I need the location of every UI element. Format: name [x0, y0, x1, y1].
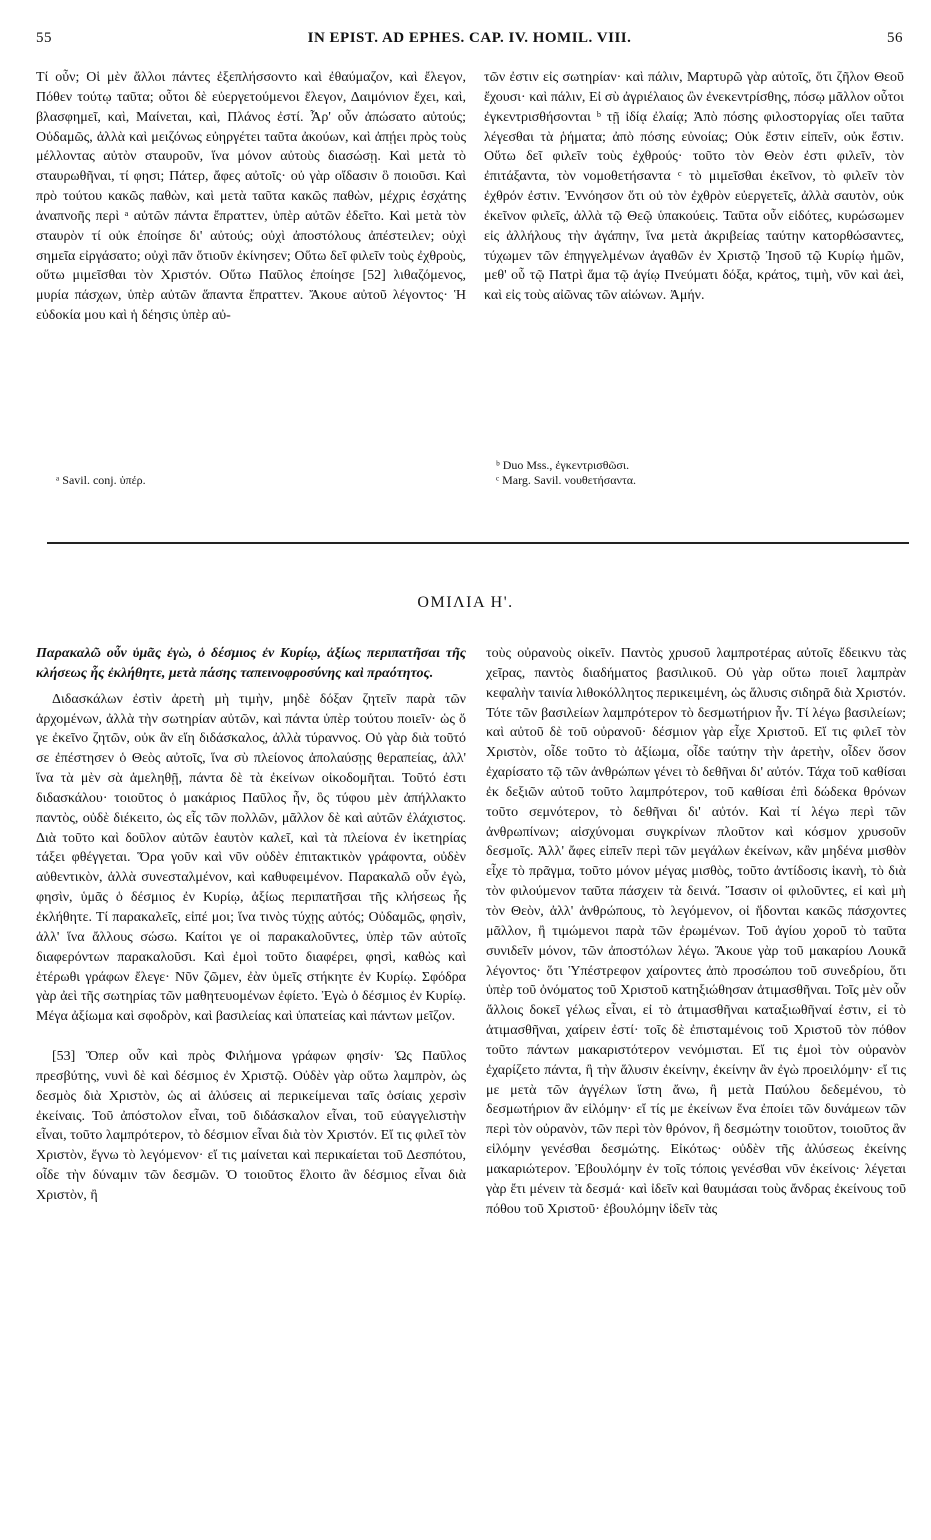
footnotes-right: [496, 458, 636, 488]
bottom-right-paragraph: τοὺς οὐρανοὺς οἰκεῖν. Παντὸς χρυσοῦ λαμπροτέρας αὐτοῖς ἔδεικνυ τὰς χεῖρας, παντὸς διαδήματος βασιλικοῦ. Οὐ γὰρ οὕτω ποιεῖ λαμπρὰν κεφαλὴν ταινία λιθοκόλλητος περικειμένη, ὡς ἅλυσις σιδηρᾶ διὰ Χριστόν. Τότε τῶν βασιλείων λαμπρότερον τὸ δεσμωτήριον ἦν. Τί λέγω βασιλείων; καὶ αὐτοῦ δὲ τοῦ οὐρανοῦ· δέσμιον γὰρ εἶχε Χριστοῦ. Εἴ τις φιλεῖ τὸν Χριστὸν, οἶδε τοῦτο τὸ ἀξίωμα, οἶδε ταύτην τὴν ἀρετὴν, οἶδεν ὅσον ἐχαρίσατο τῷ τῶν ἀνθρώπων γένει τὸ δεθῆναι δι' αὐτόν. Τάχα τοῦ καθίσαι ἐκ δεξιῶν αὐτοῦ τοῦτο λαμπρότερον, τοῦ καθίσαι ἐπὶ δώδεκα θρόνων τοῦτο σεμνότερον, τὸ δεθῆναι δι' αὐτόν. Καὶ τί λέγω περὶ τῶν ἀνθρωπίνων; αἰσχύνομαι συγκρίνων πλοῦτον καὶ κόσμον χρυσοῦν δεσμοῖς. Ἀλλ' ἄφες εἰπεῖν περὶ τῶν μεγάλων ἐκείνων, κἂν μηδένα μισθὸν εἶχε τὸ πρᾶγμα, τοῦτο μόνον μέγας μισθὸς, τοῦτο ἀντίδοσις ἱκανὴ, τὸ διὰ τὸν φιλούμενον ταῦτα πάσχειν τὰ δεινά. Ἴσασιν οἱ φιλοῦντες, εἰ καὶ μὴ τὸν Θεὸν, ἀλλ' ἀνθρώπους, τὸ λεγόμενον, οἱ ἥδονται κακῶς πάσχοντες μᾶλλον, ἢ τιμώμενοι παρὰ τῶν ἐρωμένων. Τοῦ ἁγίου χοροῦ τὸ ταῦτα συνιδεῖν μόνον, τῶν ἀποστόλων λέγω. Ἄκουε γὰρ τοῦ μακαρίου Λουκᾶ λέγοντος· ὅτι Ὑπέστρεφον χαίροντες ἀπὸ προσώπου τοῦ συνεδρίου, ὅτι ὑπὲρ τοῦ ὀνόματος τοῦ Χριστοῦ κατηξιώθησαν ἀτιμασθῆναι. Τοῖς μὲν οὖν ἄλλοις δοκεῖ γέλως εἶναι, εἰ τὸ ἀτιμασθῆναι καταξιωθῆναί ἐστιν, εἰ τὸ ἀτιμασθῆναι, χαίρειν ἐστί· τοῖς δὲ ἐπισταμένοις τοῦ Χριστοῦ τὸν πόθον τοῦτο πάντων μακαριστότερον νενόμισται. Εἴ τις ἐμοὶ τὸν οὐρανὸν ἐχαρίζετο πάντα, ἢ τὴν ἅλυσιν ἐκείνην, ἐκείνην ἂν ἐγὼ προειλόμην· εἴ τις με μετὰ τῶν ἀγγέλων ἵστη ἄνω, ἢ μετὰ Παύλου δεδεμένου, τὸ δεσμωτήριον ἂν εἱλόμην· εἴ τίς με ἐκείνων ἕνα ἐποίει τῶν δυνάμεων τῶν περὶ τὸν οὐρανὸν, τῶν περὶ τὸν θρόνον, ἢ δεσμώτην τοιοῦτον, τοιοῦτος ἂν εἱλόμην γενέσθαι δεσμώτης. Εἰκότως· οὐδὲν τῆς ἁλύσεως ἐκείνης μακαριώτερον. Ἐβουλόμην ἐν τοῖς τόποις γενέσθαι νῦν ἐκείνοις· λέγεται γὰρ ἔτι μένειν τὰ δεσμά· καὶ ἰδεῖν καὶ θαυμάσαι τοὺς ἄνδρας ἐκείνους τοῦ πόθου τοῦ Χριστοῦ· ἐβουλόμην ἰδεῖν τὰς: [486, 646, 906, 1217]
section-divider: [47, 542, 909, 544]
footnote-c: ᶜ Marg. Savil. νουθετήσαντα.: [496, 473, 637, 487]
footnote-b: ᵇ Duo Mss., ἐγκεντρισθῶσι.: [496, 458, 630, 472]
left-page-number: 55: [36, 30, 52, 46]
homily-paragraph-1: Διδασκάλων ἐστὶν ἀρετὴ μὴ τιμὴν, μηδὲ δόξαν ζητεῖν παρὰ τῶν ἀρχομένων, ἀλλὰ τὴν σωτηρίαν αὐτῶν, καὶ πάντα ὑπὲρ τούτου ποιεῖν· ὡς ὅ γε ἐκεῖνο ζητῶν, οὐκ ἂν εἴη διδάσκαλος, ἀλλὰ τύραννος. Οὐ γὰρ διὰ τοῦτό σε ἐπέστησεν ὁ Θεὸς αὐτοῖς, ἵνα σὺ πλείονος ἀπολαύσῃς θεραπείας, ἀλλ' ἵνα τὰ μὲν σὰ ἀμεληθῇ, πάντα δὲ τὰ ἐκείνων οἰκοδομῆται. Τοῦτό ἐστι διδασκάλου· τοιοῦτος ὁ μακάριος Παῦλος ἦν, ὃς τύφου μὲν ἀπήλλακτο παντὸς, οὐδὲ διέκειτο, ὡς εἷς τῶν πολλῶν, μᾶλλον δὲ καὶ αὐτῶν ἐλάχιστος. Διὰ τοῦτο καὶ δοῦλον αὐτῶν ἑαυτὸν καλεῖ, καὶ τὰ πλείονα ἐν ἱκετηρίας τάξει φθέγγεται. Ὅρα γοῦν καὶ νῦν οὐδὲν ἐπιτακτικὸν γράφοντα, οὐδὲν αὐθεντικὸν, ἀλλὰ συνεσταλμένον, καὶ καθυφειμένον. Παρακαλῶ οὖν ἐγὼ, φησὶν, ὑμᾶς ὁ δέσμιος ἐν Κυρίῳ, ἀξίως περιπατῆσαι τῆς κλήσεως ἧς ἐκλήθητε. Τί παρακαλεῖς, εἰπέ μοι; ἵνα τινὸς τύχῃς αὐτός; Οὐδαμῶς, φησὶν, ἀλλ' ἵνα ἄλλους σώσω. Καίτοι γε οἱ παρακαλοῦντες, ὑπὲρ τῶν αὐτοῖς διαφερόντων παρακαλοῦσι. Καὶ ἐμοὶ τοῦτο διαφέρει, φησὶ, καθὼς καὶ ἑτέρωθι γράφων ἔλεγε· Νῦν ζῶμεν, ἐὰν ὑμεῖς στήκητε ἐν Κυρίῳ. Σφόδρα γὰρ ἀεὶ τῆς σωτηρίας τῶν μαθητευομένων ἐφίετο. Ἐγὼ ὁ δέσμιος ἐν Κυρίῳ. Μέγα ἀξίωμα καὶ σφοδρὸν, καὶ βασιλείας καὶ ὑπατείας καὶ πάντων μεῖζον.: [36, 691, 466, 1025]
bottom-left-column: [36, 644, 466, 1206]
scripture-lead: Παρακαλῶ οὖν ὑμᾶς ἐγὼ, ὁ δέσμιος ἐν Κυρίῳ, ἀξίως περιπατῆσαι τῆς κλήσεως ἧς ἐκλήθητε, μετὰ πάσης ταπεινοφροσύνης καὶ πραότητος.: [36, 646, 466, 681]
right-page-number: 56: [887, 30, 903, 46]
running-title: IN EPIST. AD EPHES. CAP. IV. HOMIL. VIII.: [307, 30, 632, 46]
paragraph-gap: [36, 1027, 466, 1047]
footnote-left: ᵃ Savil. conj. ὑπέρ.: [56, 473, 146, 487]
running-header: [36, 30, 903, 56]
top-left-column: [36, 68, 466, 326]
top-right-paragraph: τῶν ἐστιν εἰς σωτηρίαν· καὶ πάλιν, Μαρτυρῶ γὰρ αὐτοῖς, ὅτι ζῆλον Θεοῦ ἔχουσι· καὶ πάλιν, Εἰ σὺ ἀγριέλαιος ὢν ἐνεκεντρίσθης, πόσῳ μᾶλλον οὗτοι ἐγκεντρισθήσονται ᵇ τῇ ἰδίᾳ ἐλαίᾳ; Ἀπὸ πόσης φιλοστοργίας οἴει ταῦτα λέγεσθαι τὰ ῥήματα; ἀπὸ πόσης εὐνοίας; Οὐκ ἔστιν εἰπεῖν, οὐκ ἔστιν. Οὕτω δεῖ φιλεῖν τοὺς ἐχθρούς· τοῦτο τὸν Θεὸν ἐστι φιλεῖν, τὸν ἐπιτάξαντα, τὸν νομοθετήσαντα ᶜ τὸ μιμεῖσθαι ἐκεῖνον, τὸ φιλεῖν τὸν ἐχθρόν ἐστιν. Ἐννόησον ὅτι οὐ τὸν ἐχθρὸν εὐεργετεῖς, ἀλλὰ σαυτὸν, οὐκ ἐκεῖνον φιλεῖς, ἀλλὰ τῷ Θεῷ ὑπακούεις. Ταῦτα οὖν εἰδότες, κυρώσωμεν εἰς ἀλλήλους τὴν ἀγάπην, ἵνα μετὰ ἀκριβείας ταύτην κατορθώσαντες, τύχωμεν τῶν ἐπηγγελμένων ἀγαθῶν ἐν Χριστῷ Ἰησοῦ τῷ Κυρίῳ ἡμῶν, μεθ' οὗ τῷ Πατρὶ ἅμα τῷ ἁγίῳ Πνεύματι δόξα, κράτος, τιμὴ, νῦν καὶ ἀεὶ, καὶ εἰς τοὺς αἰῶνας τῶν αἰώνων. Ἀμήν.: [484, 70, 904, 304]
homily-paragraph-2: [53] Ὅπερ οὖν καὶ πρὸς Φιλήμονα γράφων φησίν· Ὡς Παῦλος πρεσβύτης, νυνὶ δὲ καὶ δέσμιος ἐν Χριστῷ. Οὐδὲν γὰρ οὕτω λαμπρὸν, ὡς δεσμὸς διὰ Χριστὸν, ὡς αἱ ἁλύσεις αἱ περικείμεναι ταῖς ὁσίαις χερσὶν ἐκείναις. Τοῦ ἀπόστολον εἶναι, τοῦ διδάσκαλον εἶναι, τοῦ εὐαγγελιστὴν εἶναι, τοῦτο λαμπρότερον, τὸ δέσμιον εἶναι διὰ τὸν Χριστόν. Εἴ τις φιλεῖ τὸν Χριστὸν, ἔγνω τὸ λεγόμενον· εἴ τις μαίνεται καὶ περικαίεται τοῦ Δεσπότου, οἶδε τὴν δύναμιν τῶν δεσμῶν. Ὁ τοιοῦτος ἕλοιτο ἂν δέσμιος εἶναι διὰ Χριστὸν, ἢ: [36, 1049, 466, 1203]
bottom-right-column: [486, 644, 906, 1219]
top-right-column: [484, 68, 904, 306]
homily-title: ΟΜΙΛΙΑ Η'.: [417, 594, 514, 611]
top-left-paragraph: Τί οὖν; Οἱ μὲν ἄλλοι πάντες ἐξεπλήσσοντο καὶ ἐθαύμαζον, καὶ ἔλεγον, Πόθεν τούτῳ ταῦτα; οὗτοι δὲ εὐεργετούμενοι ἔλεγον, Δαιμόνιον ἔχει, καὶ, βλασφημεῖ, καὶ, Μαίνεται, καὶ, Πλάνος ἐστί. Ἆρ' οὖν ἀπώσατο αὐτούς; Οὐδαμῶς, ἀλλὰ καὶ μειζόνως εὐηργέτει ταῦτα ἀκούων, καὶ ἀπῄει πρὸς τοὺς μέλλοντας αὐτὸν σταυροῦν, ἵνα μόνον αὐτοὺς διασώσῃ. Καὶ μετὰ τὸ σταυρωθῆναι, τί φησι; Πάτερ, ἄφες αὐτοῖς· οὐ γὰρ οἴδασιν ὃ ποιοῦσι. Καὶ πρὸ τούτου κακῶς παθὼν, καὶ μετὰ ταῦτα κακῶς παθὼν, μέχρις ἐσχάτης ἀναπνοῆς περὶ ᵃ αὐτῶν πάντα ἔπραττεν, ὑπὲρ αὐτῶν ἐδεῖτο. Καὶ μετὰ τὸν σταυρὸν τί οὐκ ἐποίησε δι' αὐτούς; οὐχὶ ἀποστόλους ἀπέστειλεν; οὐχὶ σημεῖα εἰργάσατο; οὐχὶ πᾶν ὅτιοῦν ἐκίνησεν; Οὕτω δεῖ φιλεῖν τοὺς ἐχθροὺς, οὕτω μιμεῖσθαι τὸν Χριστόν. Οὕτω Παῦλος ἐποίησε [52] λιθαζόμενος, μυρία πάσχων, ὑπὲρ αὐτῶν ἅπαντα ἔπραττεν. Ἄκουε αὐτοῦ λέγοντος· Ἡ εὐδοκία μου καὶ ἡ δέησις ὑπὲρ αὐ-: [36, 70, 466, 324]
